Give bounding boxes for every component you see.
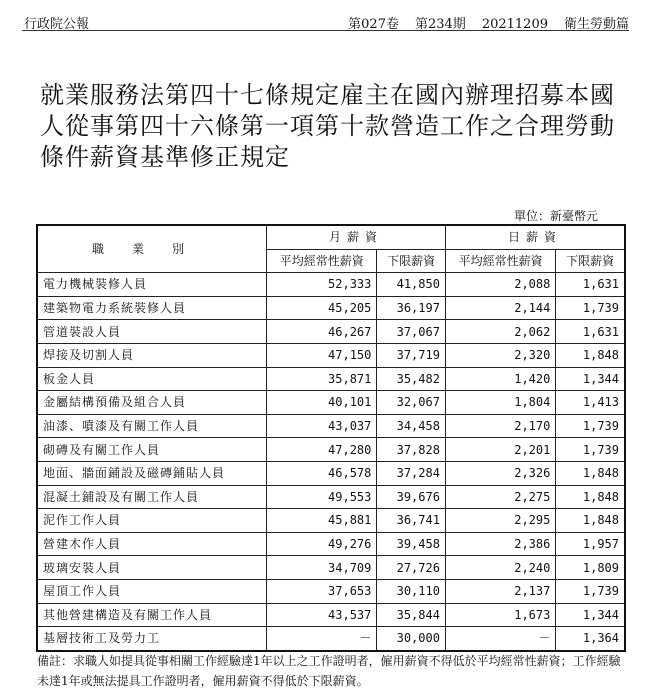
daily-average-cell: 1,420 [445,367,555,391]
table-body [37,273,625,651]
monthly-minimum-cell: 30,110 [377,579,446,603]
gazette-header [22,10,629,31]
monthly-average-cell: 49,553 [267,485,377,509]
monthly-average-cell: 45,205 [267,296,377,320]
occupation-cell: 基層技術工及勞力工 [37,627,267,651]
daily-average-cell: 2,144 [445,296,555,320]
monthly-minimum-cell: 35,844 [377,603,446,627]
column-header-job: 職業別 [37,225,267,273]
monthly-minimum-cell: 37,284 [377,461,446,485]
table-row [37,296,625,320]
occupation-cell: 屋頂工作人員 [37,579,267,603]
table-row [37,509,625,533]
daily-minimum-cell: 1,344 [556,367,625,391]
daily-minimum-cell: 1,631 [556,320,625,344]
daily-minimum-cell: 1,344 [556,603,625,627]
currency-unit: 單位：新臺幣元 [513,209,598,223]
publisher-name: 行政院公報 [24,17,90,32]
daily-minimum-cell: 1,739 [556,296,625,320]
table-row [37,391,625,415]
daily-minimum-cell: 1,739 [556,414,625,438]
daily-average-cell: 2,201 [445,438,555,462]
subheader-daily-average: 平均經常性薪資 [445,249,555,273]
daily-minimum-cell: 1,413 [556,391,625,415]
monthly-minimum-cell: 37,067 [377,320,446,344]
issue-info [342,13,629,32]
occupation-cell: 砌磚及有關工作人員 [37,438,267,462]
daily-average-cell: 1,673 [445,603,555,627]
section-name: 衛生勞動篇 [563,17,629,32]
occupation-cell: 管道裝設人員 [37,320,267,344]
table-row [37,627,625,651]
volume-number: 第027卷 [348,17,399,32]
monthly-average-cell: 47,150 [267,343,377,367]
monthly-average-cell: 43,537 [267,603,377,627]
monthly-minimum-cell: 39,458 [377,532,446,556]
table-row [37,485,625,509]
daily-average-cell: 2,275 [445,485,555,509]
issue-number: 第234期 [414,17,466,32]
monthly-average-cell: － [267,627,377,651]
daily-minimum-cell: 1,364 [556,627,625,651]
daily-minimum-cell: 1,739 [556,579,625,603]
daily-average-cell: 2,240 [445,556,555,580]
monthly-average-cell: 43,037 [267,414,377,438]
daily-average-cell: 2,320 [445,343,555,367]
occupation-cell: 建築物電力系統裝修人員 [37,296,267,320]
daily-minimum-cell: 1,848 [556,461,625,485]
table-row [37,603,625,627]
table-row [37,414,625,438]
monthly-minimum-cell: 30,000 [377,627,446,651]
monthly-average-cell: 45,881 [267,509,377,533]
monthly-average-cell: 46,267 [267,320,377,344]
daily-average-cell: 2,326 [445,461,555,485]
monthly-minimum-cell: 27,726 [377,556,446,580]
daily-minimum-cell: 1,631 [556,273,625,297]
daily-minimum-cell: 1,739 [556,438,625,462]
occupation-cell: 油漆、噴漆及有關工作人員 [37,414,267,438]
monthly-average-cell: 34,709 [267,556,377,580]
monthly-average-cell: 52,333 [267,273,377,297]
occupation-cell: 地面、牆面鋪設及磁磚鋪貼人員 [37,461,267,485]
daily-average-cell: 2,088 [445,273,555,297]
document-title: 就業服務法第四十七條規定雇主在國內辦理招募本國人從事第四十六條第一項第十款營造工作之合理勞動條件薪資基準修正規定 [40,81,615,172]
monthly-minimum-cell: 36,741 [377,509,446,533]
monthly-minimum-cell: 41,850 [377,273,446,297]
daily-minimum-cell: 1,848 [556,509,625,533]
table-row [37,461,625,485]
occupation-cell: 金屬結構預備及組合人員 [37,391,267,415]
monthly-minimum-cell: 35,482 [377,367,446,391]
occupation-cell: 混凝土鋪設及有關工作人員 [37,485,267,509]
occupation-cell: 營建木作人員 [37,532,267,556]
daily-average-cell: － [445,627,555,651]
subheader-daily-minimum: 下限薪資 [556,249,625,273]
daily-minimum-cell: 1,848 [556,343,625,367]
occupation-cell: 電力機械裝修人員 [37,273,267,297]
remarks-note: 備註：求職人如提具從事相關工作經驗達1年以上之工作證明者，僱用薪資不得低於平均經常性薪資；工作經驗未達1年或無法提具工作證明者，僱用薪資不得低於下限薪資。 [37,654,621,688]
table-row [37,343,625,367]
table-row [37,556,625,580]
monthly-minimum-cell: 37,828 [377,438,446,462]
daily-minimum-cell: 1,848 [556,485,625,509]
monthly-minimum-cell: 39,676 [377,485,446,509]
table-header-row [37,225,625,249]
table-row [37,438,625,462]
daily-average-cell: 2,386 [445,532,555,556]
daily-average-cell: 2,137 [445,579,555,603]
occupation-cell: 焊接及切割人員 [37,343,267,367]
daily-average-cell: 1,804 [445,391,555,415]
daily-minimum-cell: 1,809 [556,556,625,580]
table-row [37,367,625,391]
subheader-monthly-average: 平均經常性薪資 [267,249,377,273]
subheader-monthly-minimum: 下限薪資 [377,249,446,273]
publish-date: 20211209 [481,17,548,32]
occupation-cell: 其他營建構造及有關工作人員 [37,603,267,627]
occupation-cell: 板金人員 [37,367,267,391]
column-header-monthly: 月薪資 [267,225,446,249]
daily-average-cell: 2,295 [445,509,555,533]
monthly-minimum-cell: 37,719 [377,343,446,367]
monthly-minimum-cell: 36,197 [377,296,446,320]
table-row [37,320,625,344]
monthly-average-cell: 40,101 [267,391,377,415]
daily-average-cell: 2,062 [445,320,555,344]
daily-average-cell: 2,170 [445,414,555,438]
table-row [37,532,625,556]
occupation-cell: 泥作工作人員 [37,509,267,533]
monthly-average-cell: 49,276 [267,532,377,556]
monthly-average-cell: 35,871 [267,367,377,391]
monthly-minimum-cell: 32,067 [377,391,446,415]
monthly-average-cell: 46,578 [267,461,377,485]
daily-minimum-cell: 1,957 [556,532,625,556]
monthly-average-cell: 47,280 [267,438,377,462]
table-row [37,273,625,297]
monthly-minimum-cell: 34,458 [377,414,446,438]
wage-table [36,224,626,652]
column-header-daily: 日薪資 [445,225,625,249]
occupation-cell: 玻璃安裝人員 [37,556,267,580]
monthly-average-cell: 37,653 [267,579,377,603]
table-row [37,579,625,603]
